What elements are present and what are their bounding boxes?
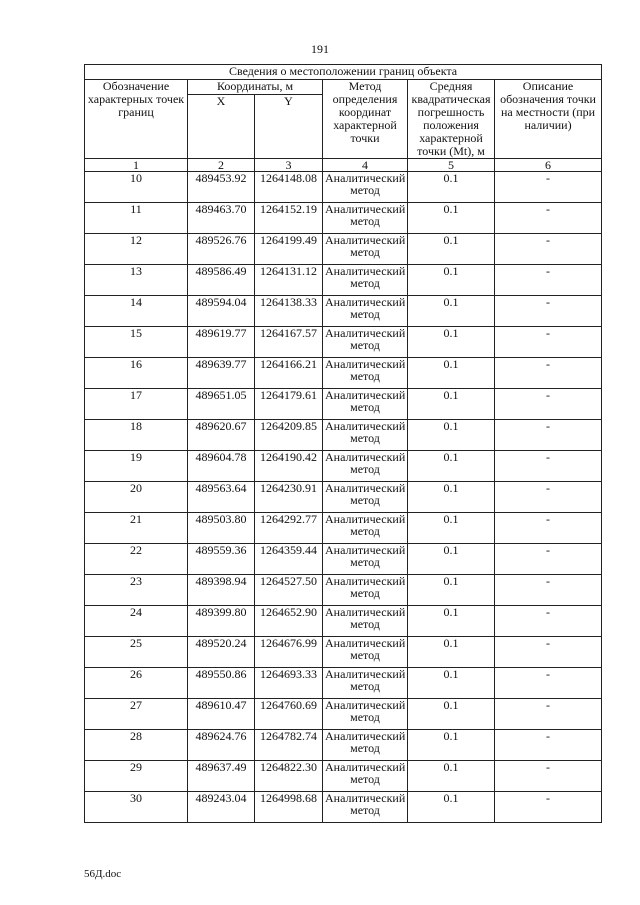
cell-x: 489463.70 bbox=[188, 203, 255, 234]
header-description: Описание обозначения точки на местности (при наличии) bbox=[495, 80, 602, 159]
cell-y: 1264652.90 bbox=[255, 606, 323, 637]
cell-error: 0.1 bbox=[408, 203, 495, 234]
table-row bbox=[85, 792, 602, 823]
cell-description: - bbox=[495, 389, 602, 420]
cell-y: 1264760.69 bbox=[255, 699, 323, 730]
table-row bbox=[85, 296, 602, 327]
cell-x: 489453.92 bbox=[188, 172, 255, 203]
cell-x: 489563.64 bbox=[188, 482, 255, 513]
cell-y: 1264131.12 bbox=[255, 265, 323, 296]
cell-y: 1264166.21 bbox=[255, 358, 323, 389]
cell-description: - bbox=[495, 203, 602, 234]
cell-x: 489398.94 bbox=[188, 575, 255, 606]
cell-method: Аналитический метод bbox=[323, 668, 408, 699]
cell-error: 0.1 bbox=[408, 730, 495, 761]
cell-method: Аналитический метод bbox=[323, 761, 408, 792]
cell-method: Аналитический метод bbox=[323, 265, 408, 296]
cell-description: - bbox=[495, 730, 602, 761]
table-row bbox=[85, 358, 602, 389]
cell-y: 1264782.74 bbox=[255, 730, 323, 761]
cell-x: 489520.24 bbox=[188, 637, 255, 668]
cell-method: Аналитический метод bbox=[323, 699, 408, 730]
cell-method: Аналитический метод bbox=[323, 358, 408, 389]
cell-description: - bbox=[495, 668, 602, 699]
header-method: Метод определения координат характерной точки bbox=[323, 80, 408, 159]
cell-method: Аналитический метод bbox=[323, 792, 408, 823]
cell-method: Аналитический метод bbox=[323, 203, 408, 234]
cell-point: 18 bbox=[85, 420, 188, 451]
cell-description: - bbox=[495, 327, 602, 358]
cell-error: 0.1 bbox=[408, 451, 495, 482]
cell-description: - bbox=[495, 234, 602, 265]
column-numbers-row bbox=[85, 159, 602, 172]
cell-point: 28 bbox=[85, 730, 188, 761]
cell-x: 489651.05 bbox=[188, 389, 255, 420]
column-number: 2 bbox=[188, 159, 255, 172]
cell-point: 13 bbox=[85, 265, 188, 296]
table-row bbox=[85, 668, 602, 699]
cell-point: 19 bbox=[85, 451, 188, 482]
cell-description: - bbox=[495, 358, 602, 389]
cell-method: Аналитический метод bbox=[323, 575, 408, 606]
cell-y: 1264167.57 bbox=[255, 327, 323, 358]
cell-y: 1264676.99 bbox=[255, 637, 323, 668]
cell-y: 1264209.85 bbox=[255, 420, 323, 451]
cell-point: 17 bbox=[85, 389, 188, 420]
cell-method: Аналитический метод bbox=[323, 451, 408, 482]
cell-error: 0.1 bbox=[408, 172, 495, 203]
cell-point: 14 bbox=[85, 296, 188, 327]
footer-filename: 56Д.doc bbox=[84, 868, 122, 880]
cell-point: 21 bbox=[85, 513, 188, 544]
header-x: X bbox=[188, 95, 255, 159]
cell-description: - bbox=[495, 265, 602, 296]
cell-description: - bbox=[495, 296, 602, 327]
cell-description: - bbox=[495, 761, 602, 792]
boundary-points-table bbox=[84, 64, 602, 823]
column-number: 4 bbox=[323, 159, 408, 172]
header-coordinates: Координаты, м bbox=[188, 80, 323, 95]
cell-x: 489550.86 bbox=[188, 668, 255, 699]
column-number: 6 bbox=[495, 159, 602, 172]
cell-error: 0.1 bbox=[408, 482, 495, 513]
cell-description: - bbox=[495, 420, 602, 451]
header-y: Y bbox=[255, 95, 323, 159]
cell-error: 0.1 bbox=[408, 420, 495, 451]
cell-error: 0.1 bbox=[408, 513, 495, 544]
cell-x: 489619.77 bbox=[188, 327, 255, 358]
cell-description: - bbox=[495, 699, 602, 730]
cell-method: Аналитический метод bbox=[323, 482, 408, 513]
cell-error: 0.1 bbox=[408, 575, 495, 606]
cell-description: - bbox=[495, 637, 602, 668]
cell-error: 0.1 bbox=[408, 327, 495, 358]
cell-x: 489503.80 bbox=[188, 513, 255, 544]
cell-method: Аналитический метод bbox=[323, 389, 408, 420]
cell-description: - bbox=[495, 544, 602, 575]
header-error: Средняя квадратическая погрешность положения характерной точки (Мt), м bbox=[408, 80, 495, 159]
table-row bbox=[85, 327, 602, 358]
table-row bbox=[85, 265, 602, 296]
page-number: 191 bbox=[311, 42, 329, 56]
cell-method: Аналитический метод bbox=[323, 637, 408, 668]
cell-x: 489594.04 bbox=[188, 296, 255, 327]
cell-y: 1264822.30 bbox=[255, 761, 323, 792]
cell-point: 16 bbox=[85, 358, 188, 389]
cell-method: Аналитический метод bbox=[323, 296, 408, 327]
cell-x: 489637.49 bbox=[188, 761, 255, 792]
cell-method: Аналитический метод bbox=[323, 234, 408, 265]
cell-y: 1264138.33 bbox=[255, 296, 323, 327]
cell-description: - bbox=[495, 792, 602, 823]
cell-y: 1264527.50 bbox=[255, 575, 323, 606]
table-row bbox=[85, 513, 602, 544]
cell-x: 489604.78 bbox=[188, 451, 255, 482]
cell-point: 10 bbox=[85, 172, 188, 203]
cell-error: 0.1 bbox=[408, 668, 495, 699]
cell-y: 1264693.33 bbox=[255, 668, 323, 699]
cell-method: Аналитический метод bbox=[323, 730, 408, 761]
table-row bbox=[85, 761, 602, 792]
table-row bbox=[85, 606, 602, 637]
column-number: 1 bbox=[85, 159, 188, 172]
cell-y: 1264148.08 bbox=[255, 172, 323, 203]
table-row bbox=[85, 482, 602, 513]
column-number: 3 bbox=[255, 159, 323, 172]
cell-error: 0.1 bbox=[408, 699, 495, 730]
cell-description: - bbox=[495, 606, 602, 637]
cell-description: - bbox=[495, 451, 602, 482]
table-row bbox=[85, 420, 602, 451]
table-row bbox=[85, 575, 602, 606]
cell-point: 24 bbox=[85, 606, 188, 637]
cell-y: 1264230.91 bbox=[255, 482, 323, 513]
cell-description: - bbox=[495, 172, 602, 203]
cell-x: 489243.04 bbox=[188, 792, 255, 823]
cell-y: 1264998.68 bbox=[255, 792, 323, 823]
cell-point: 25 bbox=[85, 637, 188, 668]
cell-x: 489399.80 bbox=[188, 606, 255, 637]
table-row bbox=[85, 234, 602, 265]
cell-description: - bbox=[495, 482, 602, 513]
table-row bbox=[85, 203, 602, 234]
cell-x: 489586.49 bbox=[188, 265, 255, 296]
table-row bbox=[85, 451, 602, 482]
table-row bbox=[85, 637, 602, 668]
cell-point: 29 bbox=[85, 761, 188, 792]
table-title: Сведения о местоположении границ объекта bbox=[85, 65, 602, 80]
cell-error: 0.1 bbox=[408, 606, 495, 637]
cell-y: 1264292.77 bbox=[255, 513, 323, 544]
cell-method: Аналитический метод bbox=[323, 420, 408, 451]
table-row bbox=[85, 172, 602, 203]
cell-method: Аналитический метод bbox=[323, 544, 408, 575]
cell-x: 489624.76 bbox=[188, 730, 255, 761]
cell-error: 0.1 bbox=[408, 234, 495, 265]
cell-error: 0.1 bbox=[408, 265, 495, 296]
cell-point: 20 bbox=[85, 482, 188, 513]
cell-x: 489639.77 bbox=[188, 358, 255, 389]
cell-y: 1264359.44 bbox=[255, 544, 323, 575]
cell-point: 22 bbox=[85, 544, 188, 575]
cell-y: 1264179.61 bbox=[255, 389, 323, 420]
cell-error: 0.1 bbox=[408, 761, 495, 792]
cell-point: 26 bbox=[85, 668, 188, 699]
cell-point: 30 bbox=[85, 792, 188, 823]
cell-x: 489559.36 bbox=[188, 544, 255, 575]
cell-point: 27 bbox=[85, 699, 188, 730]
cell-method: Аналитический метод bbox=[323, 327, 408, 358]
cell-x: 489620.67 bbox=[188, 420, 255, 451]
cell-error: 0.1 bbox=[408, 544, 495, 575]
column-number: 5 bbox=[408, 159, 495, 172]
cell-error: 0.1 bbox=[408, 358, 495, 389]
cell-error: 0.1 bbox=[408, 637, 495, 668]
cell-method: Аналитический метод bbox=[323, 172, 408, 203]
cell-x: 489610.47 bbox=[188, 699, 255, 730]
cell-method: Аналитический метод bbox=[323, 606, 408, 637]
table-row bbox=[85, 544, 602, 575]
cell-point: 12 bbox=[85, 234, 188, 265]
cell-y: 1264152.19 bbox=[255, 203, 323, 234]
cell-point: 15 bbox=[85, 327, 188, 358]
cell-error: 0.1 bbox=[408, 792, 495, 823]
cell-error: 0.1 bbox=[408, 389, 495, 420]
table-row bbox=[85, 730, 602, 761]
cell-error: 0.1 bbox=[408, 296, 495, 327]
cell-x: 489526.76 bbox=[188, 234, 255, 265]
table-row bbox=[85, 699, 602, 730]
cell-method: Аналитический метод bbox=[323, 513, 408, 544]
cell-description: - bbox=[495, 575, 602, 606]
cell-y: 1264199.49 bbox=[255, 234, 323, 265]
cell-point: 23 bbox=[85, 575, 188, 606]
table-row bbox=[85, 389, 602, 420]
cell-description: - bbox=[495, 513, 602, 544]
header-designation: Обозначение характерных точек границ bbox=[85, 80, 188, 159]
cell-point: 11 bbox=[85, 203, 188, 234]
cell-y: 1264190.42 bbox=[255, 451, 323, 482]
